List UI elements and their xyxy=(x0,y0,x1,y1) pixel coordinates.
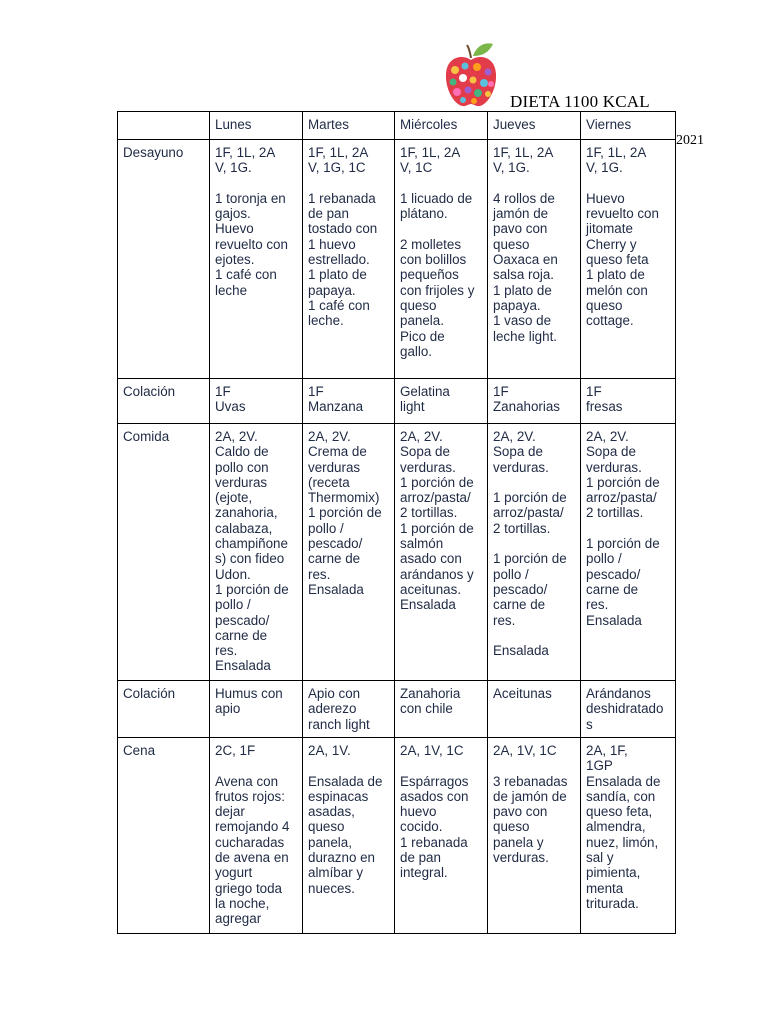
header-day-viernes: Viernes xyxy=(581,112,676,140)
meal-cell: Zanahoria con chile xyxy=(395,681,488,738)
meal-cell: Aceitunas xyxy=(488,681,581,738)
meal-cell: 1F fresas xyxy=(581,379,676,424)
meal-cell: Arándanos deshidratado s xyxy=(581,681,676,738)
document-year: 2021 xyxy=(676,133,704,148)
header-day-jueves: Jueves xyxy=(488,112,581,140)
meal-cell: 1F, 1L, 2A V, 1G. 1 toronja en gajos. Huevo revuelto con ejotes. 1 café con leche xyxy=(210,140,303,379)
meal-cell: 2A, 1V. Ensalada de espinacas asadas, queso panela, durazno en almíbar y nueces. xyxy=(303,738,395,934)
meal-cell: 1F Manzana xyxy=(303,379,395,424)
header-day-miercoles: Miércoles xyxy=(395,112,488,140)
meal-label: Colación xyxy=(118,681,210,738)
meal-cell: 1F Uvas xyxy=(210,379,303,424)
meal-cell: 1F, 1L, 2A V, 1G. 4 rollos de jamón de pavo con queso Oaxaca en salsa roja. 1 plato de papaya. 1 vaso de leche light. xyxy=(488,140,581,379)
header-day-lunes: Lunes xyxy=(210,112,303,140)
meal-cell: 2A, 2V. Crema de verduras (receta Thermomix) 1 porción de pollo / pescado/ carne de res. Ensalada xyxy=(303,424,395,681)
meal-cell: Humus con apio xyxy=(210,681,303,738)
table-header-row xyxy=(118,112,676,140)
meal-cell: 2A, 2V. Sopa de verduras. 1 porción de arroz/pasta/ 2 tortillas. 1 porción de salmón asado con arándanos y aceitunas. Ensalada xyxy=(395,424,488,681)
meal-cell: 2C, 1F Avena con frutos rojos: dejar remojando 4 cucharadas de avena en yogurt griego toda la noche, agregar xyxy=(210,738,303,934)
meal-cell: 2A, 2V. Sopa de verduras. 1 porción de arroz/pasta/ 2 tortillas. 1 porción de pollo / pescado/ carne de res. Ensalada xyxy=(488,424,581,681)
meal-cell: Gelatina light xyxy=(395,379,488,424)
meal-label: Colación xyxy=(118,379,210,424)
table-row-colacion-1 xyxy=(118,379,676,424)
table-row-colacion-2 xyxy=(118,681,676,738)
meal-cell: 1F, 1L, 2A V, 1G, 1C 1 rebanada de pan tostado con 1 huevo estrellado. 1 plato de papaya. 1 café con leche. xyxy=(303,140,395,379)
table-row-comida xyxy=(118,424,676,681)
document-title: DIETA 1100 KCAL xyxy=(510,92,650,111)
diet-table xyxy=(117,111,676,934)
apple-logo-icon xyxy=(443,40,499,110)
meal-cell: 1F, 1L, 2A V, 1C 1 licuado de plátano. 2 molletes con bolillos pequeños con frijoles y queso panela. Pico de gallo. xyxy=(395,140,488,379)
meal-cell: 2A, 1V, 1C 3 rebanadas de jamón de pavo con queso panela y verduras. xyxy=(488,738,581,934)
meal-cell: 2A, 1V, 1C Espárragos asados con huevo cocido. 1 rebanada de pan integral. xyxy=(395,738,488,934)
meal-cell: 2A, 2V. Caldo de pollo con verduras (ejote, zanahoria, calabaza, champiñone s) con fideo Udon. 1 porción de pollo / pescado/ carne de res. Ensalada xyxy=(210,424,303,681)
meal-label: Cena xyxy=(118,738,210,934)
meal-cell: 1F, 1L, 2A V, 1G. Huevo revuelto con jitomate Cherry y queso feta 1 plato de melón con queso cottage. xyxy=(581,140,676,379)
header-corner-cell xyxy=(118,112,210,140)
meal-cell: 1F Zanahorias xyxy=(488,379,581,424)
table-row-desayuno xyxy=(118,140,676,379)
meal-cell: 2A, 1F, 1GP Ensalada de sandía, con queso feta, almendra, nuez, limón, sal y pimienta, menta triturada. xyxy=(581,738,676,934)
meal-cell: 2A, 2V. Sopa de verduras. 1 porción de arroz/pasta/ 2 tortillas. 1 porción de pollo / pescado/ carne de res. Ensalada xyxy=(581,424,676,681)
header-day-martes: Martes xyxy=(303,112,395,140)
meal-label: Comida xyxy=(118,424,210,681)
table-row-cena xyxy=(118,738,676,934)
meal-cell: Apio con aderezo ranch light xyxy=(303,681,395,738)
meal-label: Desayuno xyxy=(118,140,210,379)
